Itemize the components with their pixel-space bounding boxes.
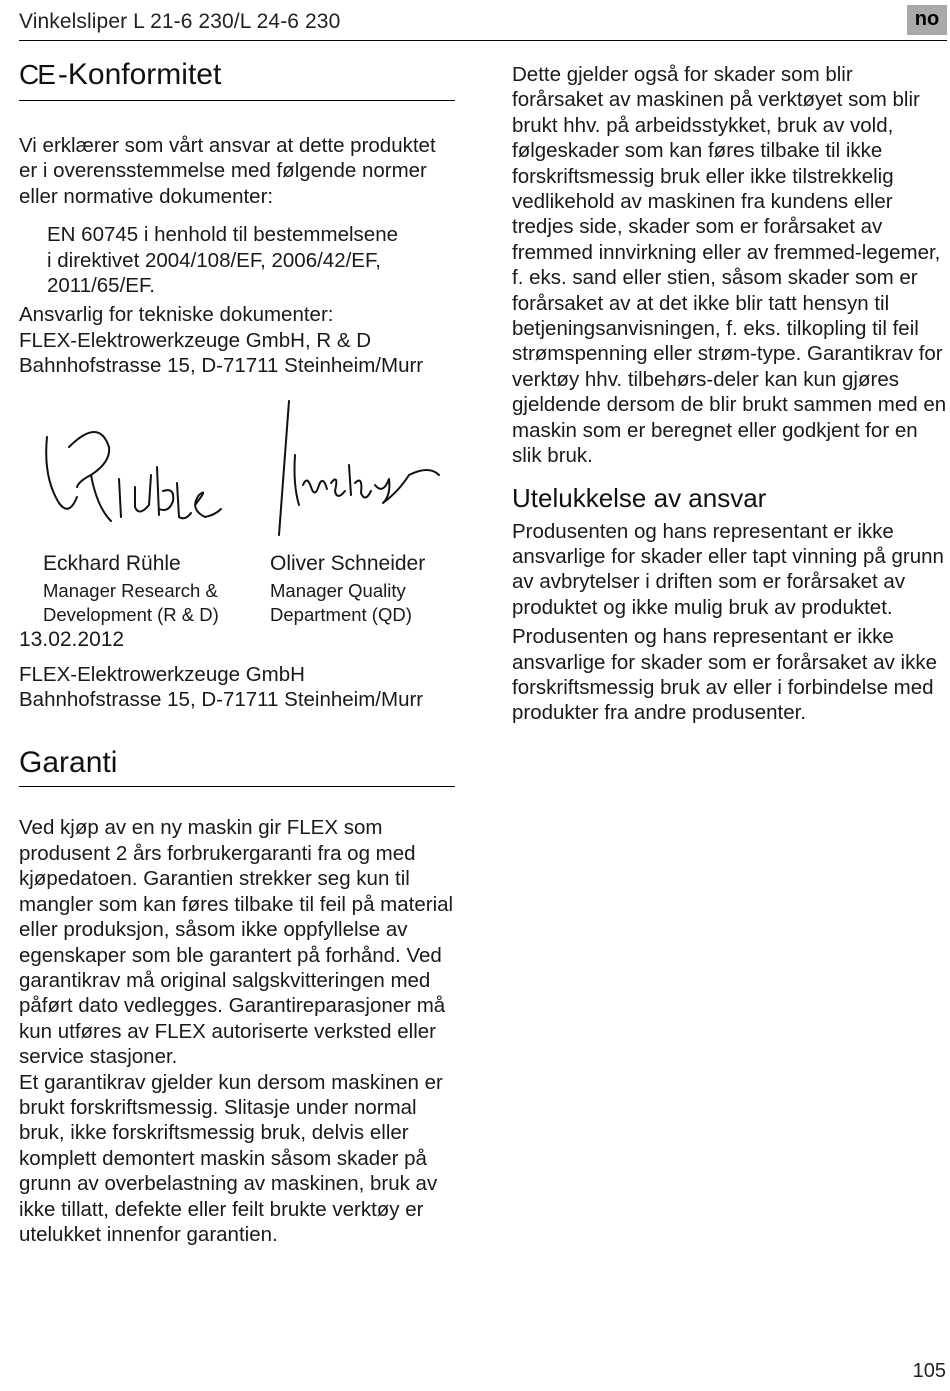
tech-docs-company: FLEX-Elektrowerkzeuge GmbH, R & D <box>19 328 372 352</box>
signatures-block <box>19 397 455 652</box>
signatory1-role-line1: Manager Research & <box>43 579 218 601</box>
signatory2-role-line1: Manager Quality <box>270 579 406 601</box>
signature-ruehle <box>39 417 239 537</box>
liability-paragraph-1: Produsenten og hans representant er ikke ansvarlige for skader eller tapt vinning på grunn av avbrytelser i driften som er forårsaket av produktet og ikke mulig bruk av produktet. <box>512 519 944 619</box>
conformity-standard: EN 60745 i henhold til bestemmelsene i direktivet 2004/108/EF, 2006/42/EF, 2011/65/EF. <box>47 223 398 298</box>
signatory2-name: Oliver Schneider <box>270 551 426 575</box>
signatory1-role-line2: Development (R & D) <box>43 603 219 625</box>
header-rule <box>19 40 947 41</box>
company-name: FLEX-Elektrowerkzeuge GmbH <box>19 662 305 686</box>
tech-docs-label: Ansvarlig for tekniske dokumenter: <box>19 303 334 327</box>
right-column <box>512 62 948 726</box>
signatory1-name: Eckhard Rühle <box>43 551 181 575</box>
page-header-title: Vinkelsliper L 21-6 230/L 24-6 230 <box>19 10 341 33</box>
signature-schneider <box>259 395 459 545</box>
left-column <box>19 58 455 1247</box>
signatory2-role-line2: Department (QD) <box>270 603 412 625</box>
company-address: Bahnhofstrasse 15, D-71711 Steinheim/Murr <box>19 688 424 712</box>
conformity-heading <box>19 58 455 101</box>
page-number: 105 <box>912 1360 946 1382</box>
warranty-paragraph-2: Et garantikrav gjelder kun dersom maskinen er brukt forskriftsmessig. Slitasje under normal bruk, ikke forskriftsmessig bruk, delvis eller komplett demontert maskin såsom skader på grunn av overbelastning av maskinen, bruk av ikke tillatt, defekte eller feilt brukte verktøy er utelukket innenfor garantien. <box>19 1070 443 1246</box>
conformity-intro: Vi erklærer som vårt ansvar at dette produktet er i overensstemmelse med følgende normer eller normative dokumenter: <box>19 134 436 208</box>
conformity-date: 13.02.2012 <box>19 627 125 651</box>
liability-heading: Utelukkelse av ansvar <box>512 482 767 513</box>
conformity-heading-text: -Konformitet <box>57 58 222 91</box>
warranty-heading: Garanti <box>19 746 455 787</box>
damage-scope-paragraph: Dette gjelder også for skader som blir forårsaket av maskinen på verktøyet som blir brukt hhv. på arbeidsstykket, bruk av vold, følgeskader som kan føres tilbake til ikke forskriftsmessig bruk eller ikke tilstrekkelig vedlikehold av maskinen fra kundens eller tredjes side, skader som er forårsaket av fremmed innvirkning eller av fremmed-legemer, f. eks. sand eller stien, såsom skader som er forårsaket av at det ikke blir tatt hensyn til betjeningsanvisningen, f. eks. tilkopling til feil strømspenning eller strøm-type. Garantikrav for verktøy hhv. tilbehørs-deler kan kun gjøres gjeldende dersom de blir brukt sammen med en maskin som er beregnet eller godkjent for en slik bruk. <box>512 63 947 468</box>
liability-paragraph-2: Produsenten og hans representant er ikke ansvarlige for skader som er forårsaket av ikke forskriftsmessig bruk av eller i forbindelse med produkter fra andre produsenter. <box>512 625 937 725</box>
language-badge: no <box>907 5 947 35</box>
ce-mark-icon: CE <box>19 59 54 90</box>
tech-docs-address: Bahnhofstrasse 15, D-71711 Steinheim/Murr <box>19 354 424 378</box>
warranty-paragraph-1: Ved kjøp av en ny maskin gir FLEX som produsent 2 års forbrukergaranti fra og med kjøpedatoen. Garantien strekker seg kun til mangler som kan føres tilbake til feil på material eller produksjon, såsom ikke oppfyllelse av egenskaper som ble garantert på forhånd. Ved garantikrav må original salgskvitteringen med påført dato vedlegges. Garantireparasjoner må kun utføres av FLEX autoriserte verksted eller service stasjoner. <box>19 816 454 1069</box>
